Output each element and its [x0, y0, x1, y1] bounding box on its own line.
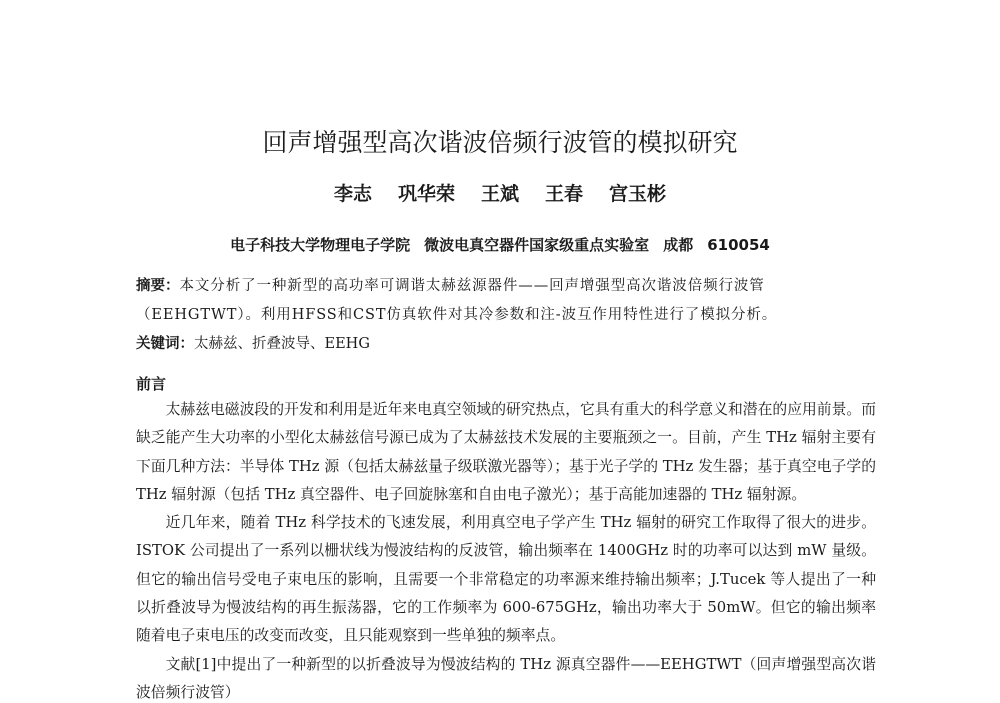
- body-paragraph: 近几年来，随着 THz 科学技术的飞速发展，利用真空电子学产生 THz 辐射的研究工作取得了很大的进步。ISTOK 公司提出了一系列以栅状线为慢波结构的反波管，输出频率在 1400GHz 时的功率可以达到 mW 量级。但它的输出信号受电子束电压的影响，且需要一个非常稳定的功率源来维持输出频率；J.Tucek 等人提出了一种以折叠波导为慢波结构的再生振荡器，它的工作频率为 600-675GHz，输出功率大于 50mW。但它的输出频率随着电子束电压的改变而改变，且只能观察到一些单独的频率点。: [136, 514, 876, 645]
- author-name: 王春: [545, 183, 584, 205]
- keywords-label: 关键词：: [136, 336, 194, 352]
- affiliation: [0, 233, 1000, 257]
- author-name: 巩华荣: [397, 183, 455, 205]
- abstract-label: 摘要：: [136, 278, 180, 294]
- author-name: 李志: [333, 183, 372, 205]
- affiliation-school: 电子科技大学物理电子学院: [230, 236, 411, 254]
- affiliation-lab: 微波电真空器件国家级重点实验室: [424, 236, 650, 254]
- author-name: 宫玉彬: [609, 183, 667, 205]
- abstract-text: 本文分析了一种新型的高功率可调谐太赫兹源器件——回声增强型高次谐波倍频行波管（EEHGTWT）。利用HFSS和CST仿真软件对其冷参数和注-波互作用特性进行了模拟分析。: [136, 278, 778, 323]
- body-paragraph: 文献[1]中提出了一种新型的以折叠波导为慢波结构的 THz 源真空器件——EEHGTWT（回声增强型高次谐波倍频行波管）: [136, 655, 876, 701]
- keywords: [136, 330, 876, 359]
- affiliation-postcode: 610054: [707, 236, 770, 254]
- intro-body: [136, 396, 876, 703]
- body-paragraph: 太赫兹电磁波段的开发和利用是近年来电真空领域的研究热点，它具有重大的科学意义和潜在的应用前景。而缺乏能产生大功率的小型化太赫兹信号源已成为了太赫兹技术发展的主要瓶颈之一。目前，产生 THz 辐射主要有下面几种方法：半导体 THz 源（包括太赫兹量子级联激光器等）；基于光子学的 THz 发生器；基于真空电子学的 THz 辐射源（包括 THz 真空器件、电子回旋脉塞和自由电子激光）；基于高能加速器的 THz 辐射源。: [136, 401, 876, 503]
- paper-title: 回声增强型高次谐波倍频行波管的模拟研究: [262, 128, 738, 157]
- keywords-text: 太赫兹、折叠波导、EEHG: [194, 336, 370, 352]
- author-list: [0, 180, 1000, 208]
- author-name: 王斌: [480, 183, 519, 205]
- section-heading-intro: 前言: [136, 375, 167, 393]
- abstract: [136, 272, 876, 330]
- affiliation-city: 成都: [663, 236, 694, 254]
